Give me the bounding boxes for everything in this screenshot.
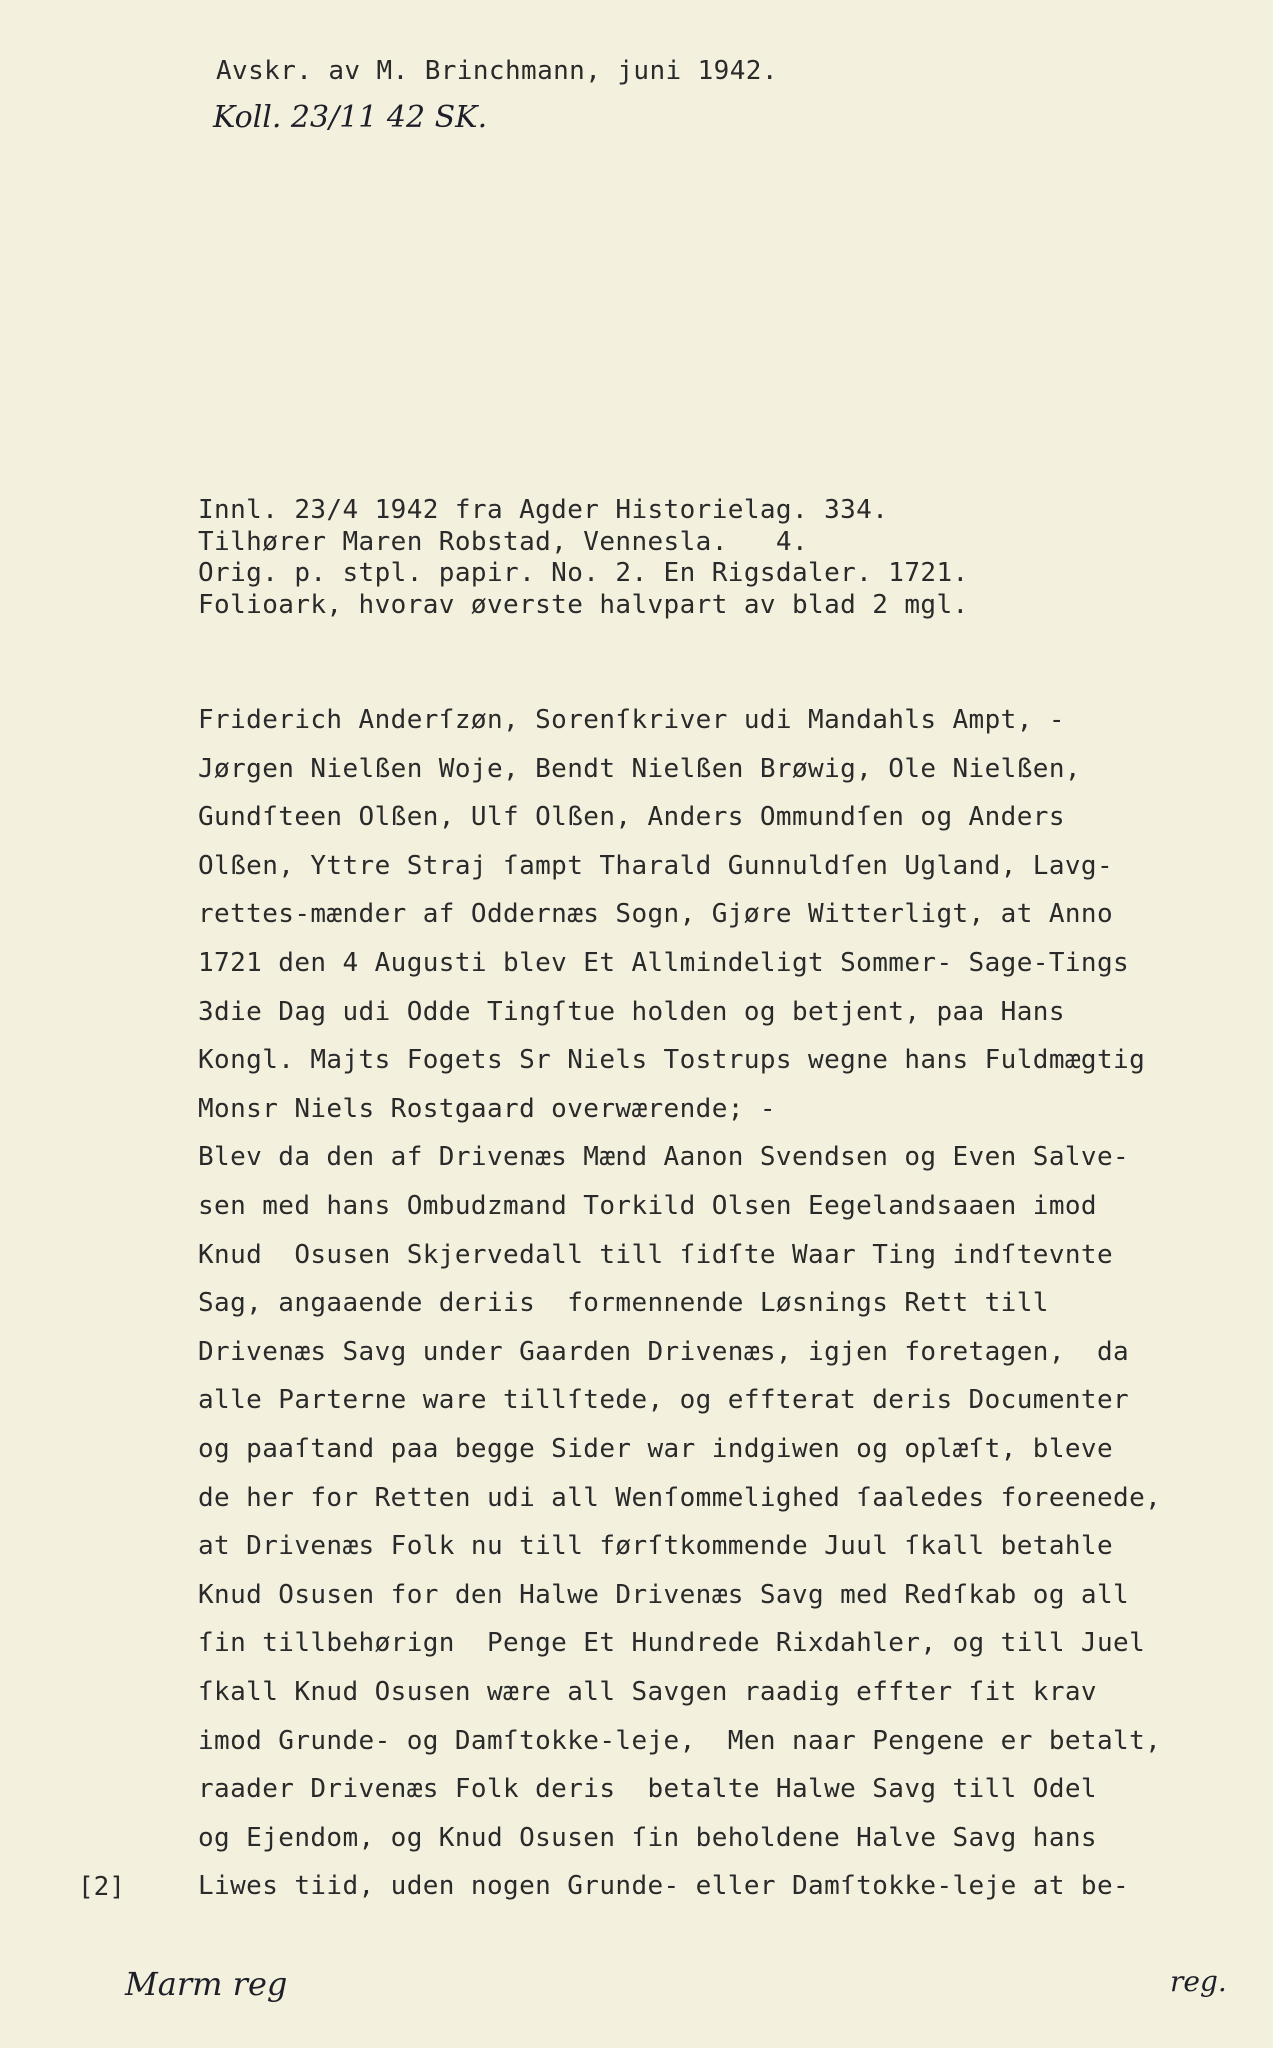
body-line: og Ejendom, og Knud Osusen ſin beholdene Halve Savg hans [198,1822,1097,1853]
metadata-line: Innl. 23/4 1942 fra Agder Historielag. 334. [198,495,889,525]
body-line: Kongl. Majts Fogets Sr Niels Tostrups wegne hans Fuldmægtig [198,1045,1146,1076]
body-line: at Drivenæs Folk nu till førſtkommende Juul ſkall betahle [198,1531,1114,1562]
body-line: 1721 den 4 Augusti blev Et Allmindeligt Sommer- Sage-Tings [198,948,1130,978]
page-number-marker: [2] [78,1872,125,1902]
body-line: sen med hans Ombudzmand Torkild Olsen Eegelandsaaen imod [198,1191,1097,1221]
body-line: Friderich Anderſzøn, Sorenſkriver udi Mandahls Ampt, - [198,705,1065,735]
body-line: ſin tillbehørign Penge Et Hundrede Rixdahler, og till Juel [198,1628,1146,1659]
body-line: ſkall Knud Osusen wære all Savgen raadig effter ſit krav [198,1677,1097,1707]
body-line: 3die Dag udi Odde Tingſtue holden og betjent, paa Hans [198,996,1065,1027]
body-line: imod Grunde- og Damſtokke-leje, Men naar Pengene er betalt, [198,1725,1162,1756]
metadata-line: Folioark, hvorav øverste halvpart av blad 2 mgl. [198,590,969,621]
metadata-line: Orig. p. stpl. papir. No. 2. En Rigsdaler. 1721. [198,558,969,589]
body-line: rettes-mænder af Oddernæs Sogn, Gjøre Witterligt, at Anno [198,899,1114,930]
body-line: de her for Retten udi all Wenſommelighed ſaaledes foreenede, [198,1482,1162,1513]
body-line: Sag, angaaende deriis formennende Løsnings Rett till [198,1288,1049,1319]
body-line: Monsr Niels Rostgaard overwærende; - [198,1093,776,1124]
body-line: Liwes tiid, uden nogen Grunde- eller Damſtokke-leje at be- [198,1871,1130,1902]
body-line: Gundſteen Olßen, Ulf Olßen, Anders Ommundſen og Anders [198,802,1065,833]
body-line: raader Drivenæs Folk deris betalte Halwe Savg till Odel [198,1774,1097,1805]
handwritten-margin-note-right: reg. [1170,1965,1227,1998]
metadata-line: Tilhører Maren Robstad, Vennesla. 4. [198,526,809,557]
handwritten-margin-note-left: Marm reg [125,1965,288,2003]
handwritten-collation-note: Koll. 23/11 42 SK. [213,100,488,135]
body-line: Drivenæs Savg under Gaarden Drivenæs, igjen foretagen, da [198,1336,1130,1367]
transcriber-line: Avskr. av M. Brinchmann, juni 1942. [216,56,778,86]
body-line: Blev da den af Drivenæs Mænd Aanon Svendsen og Even Salve- [198,1142,1130,1173]
body-line: Olßen, Yttre Straj ſampt Tharald Gunnuldſen Ugland, Lavg- [198,850,1114,881]
body-line: Jørgen Nielßen Woje, Bendt Nielßen Brøwig, Ole Nielßen, [198,753,1081,784]
body-line: alle Parterne ware tillſtede, og effterat deris Documenter [198,1385,1130,1416]
body-line: Knud Osusen for den Halwe Drivenæs Savg med Redſkab og all [198,1579,1130,1610]
body-line: og paaſtand paa begge Sider war indgiwen og oplæſt, bleve [198,1434,1114,1464]
body-line: Knud Osusen Skjervedall till ſidſte Waar Ting indſtevnte [198,1239,1114,1270]
